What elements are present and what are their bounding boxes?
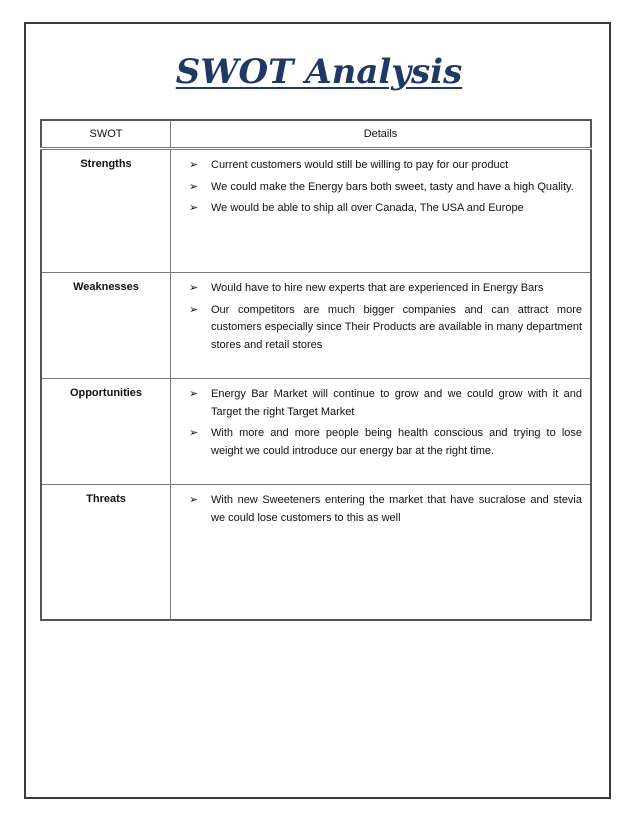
arrow-bullet-icon: ➢ — [189, 427, 199, 439]
row-category-opportunities: Opportunities — [41, 379, 171, 485]
table-header-row — [41, 120, 591, 149]
arrow-bullet-icon: ➢ — [189, 202, 199, 214]
list-item: ➢ We could make the Energy bars both sweet, tasty and have a high Quality. — [181, 179, 582, 197]
table-row — [41, 149, 591, 273]
list-item: ➢ Would have to hire new experts that are experienced in Energy Bars — [181, 280, 582, 298]
row-category-threats: Threats — [41, 485, 171, 621]
row-category-strengths: Strengths — [41, 149, 171, 273]
arrow-bullet-icon: ➢ — [189, 494, 199, 506]
row-details-strengths — [171, 149, 592, 273]
arrow-bullet-icon: ➢ — [189, 180, 199, 193]
table-row — [41, 379, 591, 485]
list-item: ➢ Current customers would still be willing to pay for our product — [181, 157, 582, 175]
arrow-bullet-icon: ➢ — [189, 303, 199, 316]
swot-table — [40, 119, 592, 621]
arrow-bullet-icon: ➢ — [189, 388, 199, 400]
list-item: ➢ Our competitors are much bigger companies and can attract more customers especially since Their Products are available in many department stores and retail stores — [189, 303, 582, 351]
table-row — [41, 273, 591, 379]
header-details: Details — [171, 120, 592, 149]
page-title: SWOT Analysis — [175, 52, 463, 92]
table-row — [41, 485, 591, 621]
list-item: ➢ Energy Bar Market will continue to grow and we could grow with it and Target the right Target Market — [189, 388, 582, 418]
list-item: ➢ We would be able to ship all over Canada, The USA and Europe — [181, 200, 582, 218]
row-category-weaknesses: Weaknesses — [41, 273, 171, 379]
list-item: ➢ With more and more people being health conscious and trying to lose weight we could introduce our energy bar at the right time. — [189, 427, 582, 457]
row-details-threats — [171, 485, 592, 621]
row-details-opportunities — [171, 379, 592, 485]
arrow-bullet-icon: ➢ — [189, 159, 199, 171]
arrow-bullet-icon: ➢ — [189, 282, 199, 294]
row-details-weaknesses — [171, 273, 592, 379]
list-item: ➢ With new Sweeteners entering the market that have sucralose and stevia we could lose customers to this as well — [189, 494, 582, 524]
header-swot: SWOT — [41, 120, 171, 149]
